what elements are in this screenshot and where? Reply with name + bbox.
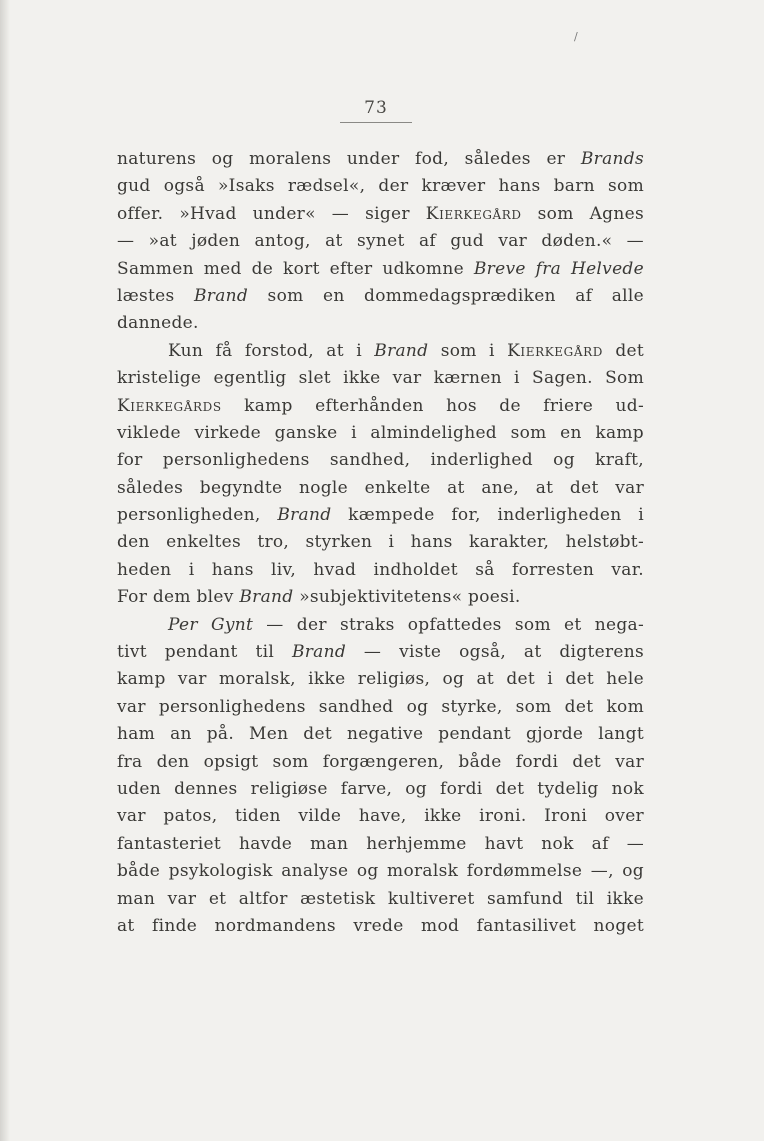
- page-number: 73: [364, 98, 388, 118]
- text-line: Kierkegårds kamp efterhånden hos de friere ud-: [117, 395, 644, 416]
- text-line: var personlighedens sandhed og styrke, som det kom: [117, 696, 644, 717]
- text-line: Per Gynt — der straks opfattedes som et nega-: [168, 614, 645, 635]
- text-line: ham an på. Men det negative pendant gjorde langt: [117, 724, 644, 745]
- text-line: dannede.: [117, 313, 199, 334]
- text-line: var patos, tiden vilde have, ikke ironi. Ironi over: [117, 806, 644, 827]
- body-text: [117, 146, 644, 940]
- text-line: kamp var moralsk, ikke religiøs, og at det i det hele: [117, 669, 644, 690]
- text-line: fra den opsigt som forgængeren, både fordi det var: [117, 751, 644, 772]
- text-line: både psykologisk analyse og moralsk fordømmelse —, og: [117, 861, 644, 882]
- text-line: læstes Brand som en dommedagsprædiken af alle: [117, 285, 644, 306]
- text-line: den enkeltes tro, styrken i hans karakter, helstøbt-: [117, 532, 644, 553]
- text-line: For dem blev Brand »subjektivitetens« poesi.: [117, 587, 521, 608]
- text-line: heden i hans liv, hvad indholdet så forresten var.: [117, 559, 644, 580]
- text-line: offer. »Hvad under« — siger Kierkegård som Agnes: [117, 203, 644, 224]
- page-number-rule: [340, 122, 412, 123]
- text-line: fantasteriet havde man herhjemme havt nok af —: [117, 833, 644, 854]
- text-line: tivt pendant til Brand — viste også, at digterens: [117, 642, 645, 663]
- text-line: viklede virkede ganske i almindelighed som en kamp: [117, 422, 644, 443]
- corner-pencil-mark: /: [574, 30, 578, 43]
- text-line: Kun få forstod, at i Brand som i Kierkegård det: [168, 340, 644, 361]
- text-line: for personlighedens sandhed, inderlighed og kraft,: [117, 450, 644, 471]
- text-line: man var et altfor æstetisk kultiveret samfund til ikke: [117, 888, 644, 909]
- page-gutter-shadow: [0, 0, 10, 1141]
- text-line: kristelige egentlig slet ikke var kærnen i Sagen. Som: [117, 368, 644, 389]
- text-line: Sammen med de kort efter udkomne Breve fra Helvede: [117, 258, 644, 279]
- text-line: uden dennes religiøse farve, og fordi det tydelig nok: [117, 778, 644, 799]
- text-line: — »at jøden antog, at synet af gud var døden.« —: [117, 231, 644, 252]
- text-line: at finde nordmandens vrede mod fantasilivet noget: [117, 915, 644, 936]
- text-line: således begyndte nogle enkelte at ane, at det var: [117, 477, 644, 498]
- text-line: personligheden, Brand kæmpede for, inderligheden i: [117, 505, 644, 526]
- text-line: gud også »Isaks rædsel«, der kræver hans barn som: [117, 176, 644, 197]
- text-line: naturens og moralens under fod, således er Brands: [117, 149, 644, 169]
